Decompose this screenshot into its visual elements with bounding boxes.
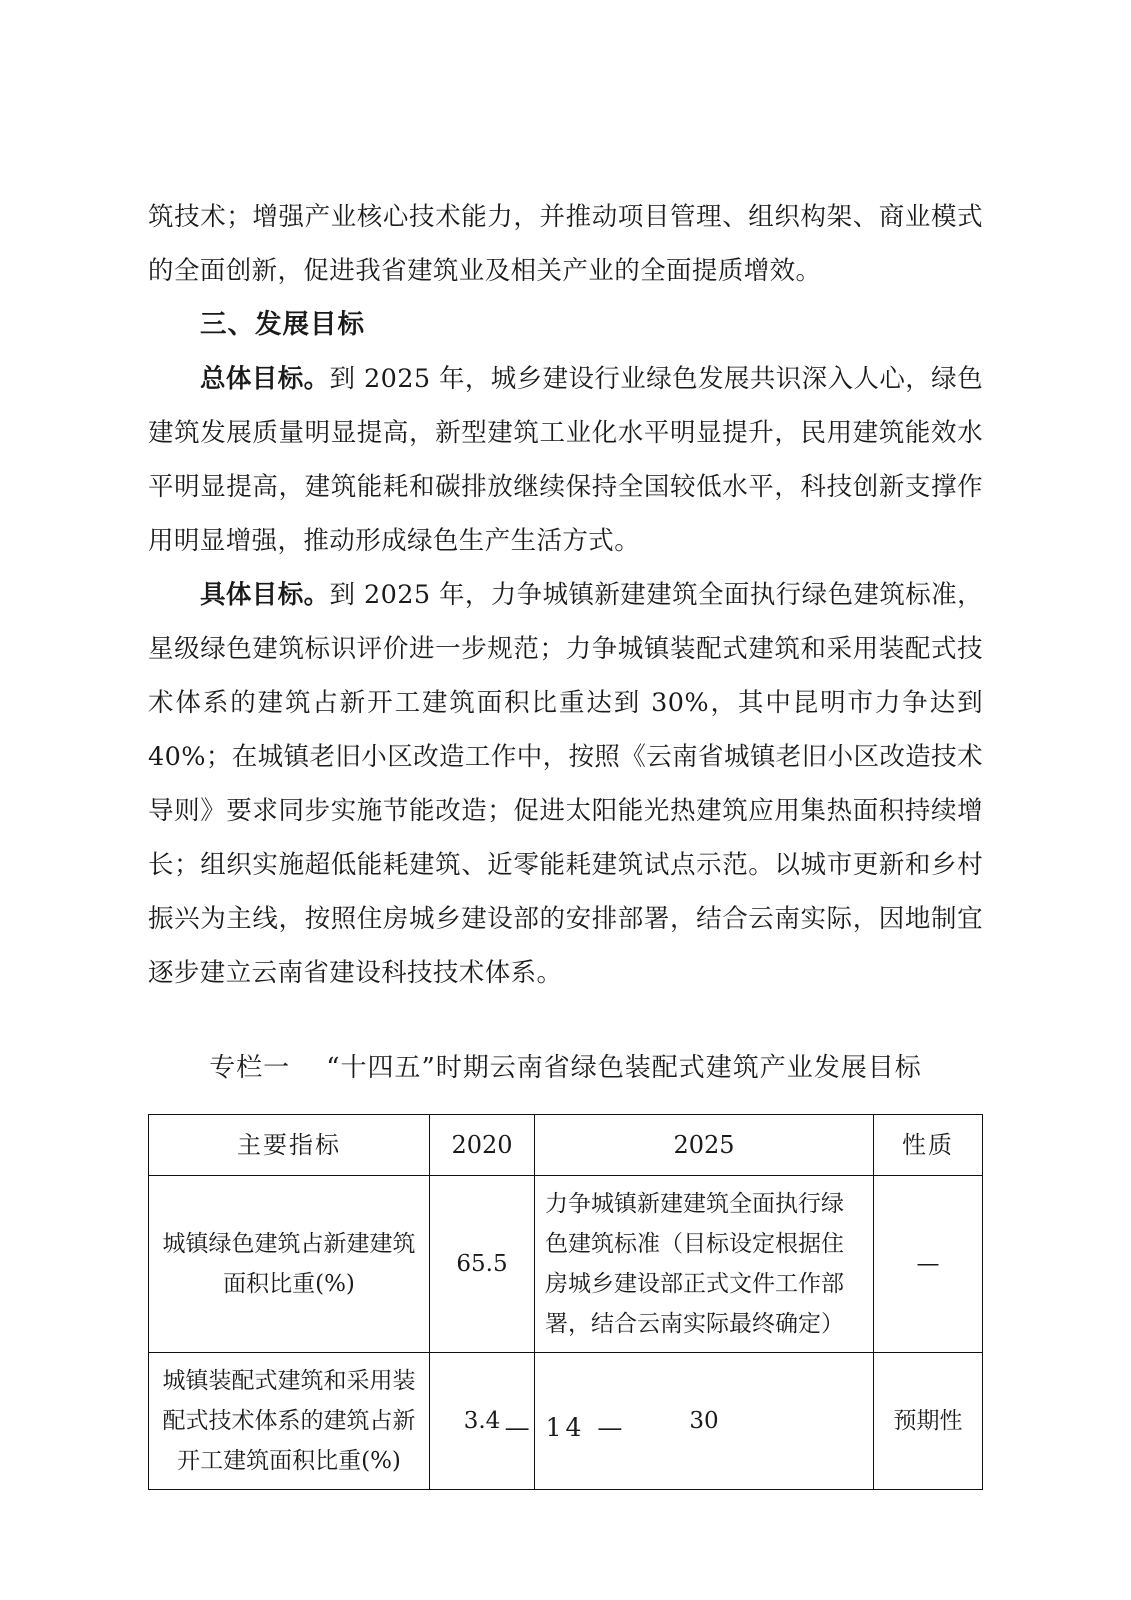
column-header-indicator: 主要指标 <box>149 1115 430 1176</box>
overall-goal-text: 到 2025 年，城乡建设行业绿色发展共识深入人心，绿色建筑发展质量明显提高，新型建筑工业化水平明显提升，民用建筑能效水平明显提高，建筑能耗和碳排放继续保持全国较低水平，科技创新支撑作用明显增强，推动形成绿色生产生活方式。 <box>148 364 983 556</box>
cell-indicator: 城镇装配式建筑和采用装配式技术体系的建筑占新开工建筑面积比重(%) <box>149 1353 430 1490</box>
section-heading: 三、发展目标 <box>200 309 365 340</box>
cell-2025: 力争城镇新建建筑全面执行绿色建筑标准（目标设定根据住房城乡建设部正式文件工作部署，结合云南实际最终确定） <box>535 1176 874 1353</box>
cell-2025: 30 <box>535 1353 874 1490</box>
specific-goal-lead: 具体目标。 <box>200 580 330 610</box>
column-header-2020: 2020 <box>430 1115 535 1176</box>
page-number: — 14 — <box>504 1413 627 1442</box>
table-header-row <box>149 1115 983 1176</box>
column-title-text: “十四五”时期云南省绿色装配式建筑产业发展目标 <box>326 1053 922 1083</box>
overall-goal-paragraph <box>148 352 983 568</box>
cell-nature: 预期性 <box>874 1353 983 1490</box>
column-header-2025: 2025 <box>535 1115 874 1176</box>
cell-2020: 65.5 <box>430 1176 535 1353</box>
cell-indicator: 城镇绿色建筑占新建建筑面积比重(%) <box>149 1176 430 1353</box>
cell-2020: 3.4 <box>430 1353 535 1490</box>
document-body <box>148 190 983 1000</box>
paragraph-continuation: 筑技术；增强产业核心技术能力，并推动项目管理、组织构架、商业模式的全面创新，促进我省建筑业及相关产业的全面提质增效。 <box>148 202 983 286</box>
column-title <box>148 1044 983 1092</box>
specific-goal-paragraph <box>148 568 983 1000</box>
specific-goal-text: 到 2025 年，力争城镇新建建筑全面执行绿色建筑标准，星级绿色建筑标识评价进一步规范；力争城镇装配式建筑和采用装配式技术体系的建筑占新开工建筑面积比重达到 30%，其中昆明市力争达到 40%；在城镇老旧小区改造工作中，按照《云南省城镇老旧小区改造技术导则》要求同步实施节能改造；促进太阳能光热建筑应用集热面积持续增长；组织实施超低能耗建筑、近零能耗建筑试点示范。以城市更新和乡村振兴为主线，按照住房城乡建设部的安排部署，结合云南实际，因地制宜逐步建立云南省建设科技技术体系。 <box>148 580 983 988</box>
column-header-nature: 性质 <box>874 1115 983 1176</box>
table-row <box>149 1176 983 1353</box>
overall-goal-lead: 总体目标。 <box>200 364 330 394</box>
column-title-label: 专栏一 <box>209 1053 291 1083</box>
cell-nature: — <box>874 1176 983 1353</box>
